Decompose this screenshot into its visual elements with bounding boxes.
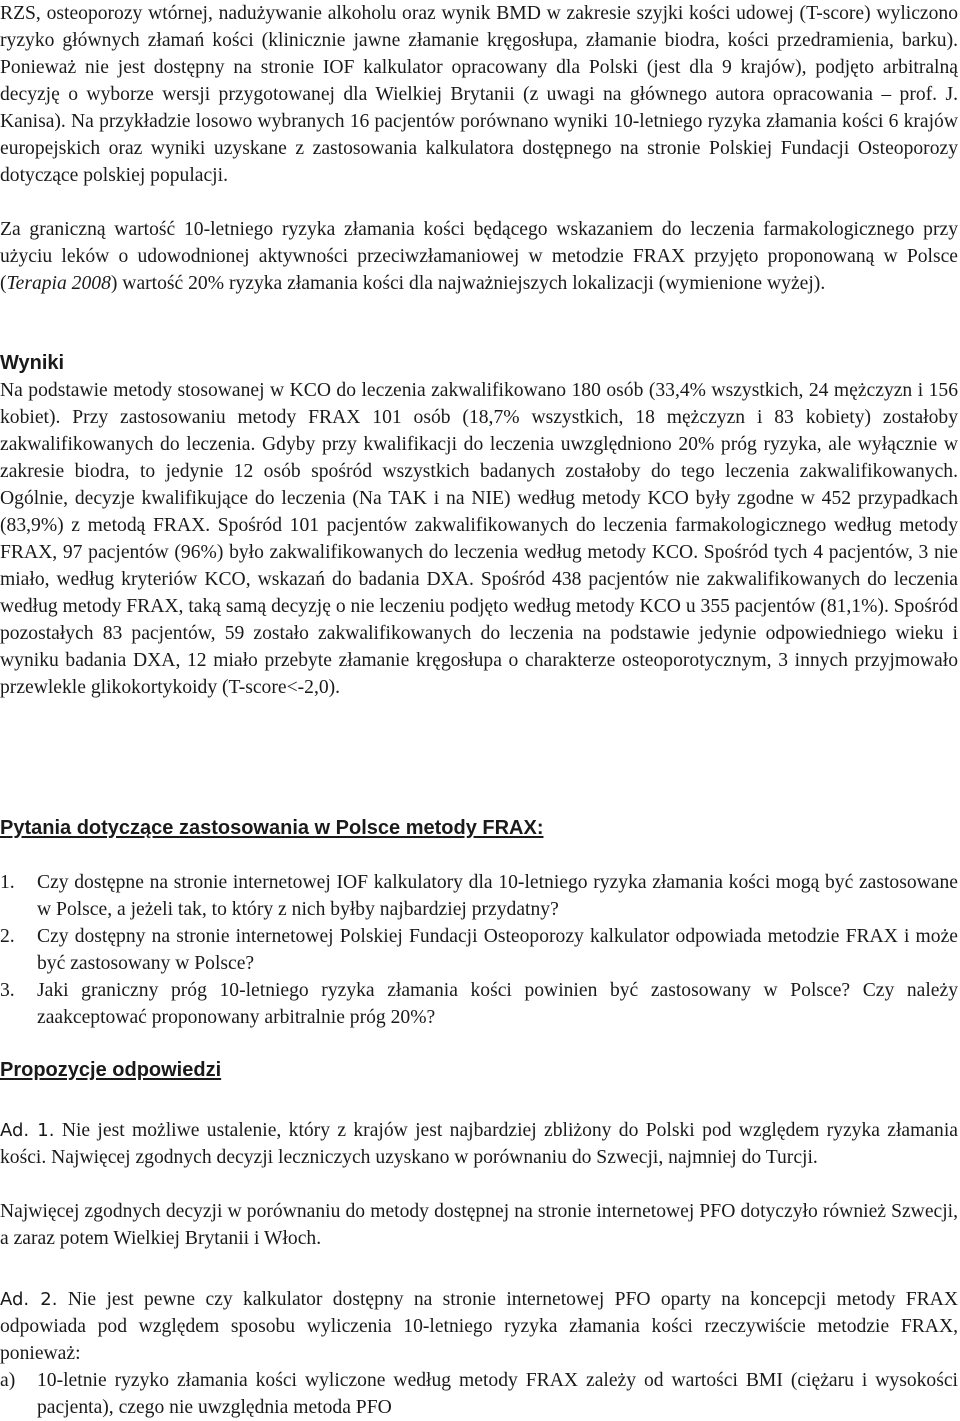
question-number-3: 3. (0, 980, 15, 1001)
paragraph-methods-text: RZS, osteoporozy wtórnej, nadużywanie alkoholu oraz wynik BMD w zakresie szyjki kości udowej (T-score) wyliczono ryzyko głównych złamań kości (klinicznie jawne złamanie kręgosłupa, złamanie biodra, kości przedramienia, barku). Ponieważ nie jest dostępny na stronie IOF kalkulator opracowany dla Polski (jest dla 9 krajów), podjęto arbitralną decyzję o wyborze wersji przygotowanej dla Wielkiej Brytanii (z uwagi na głównego autora opracowania – prof. J. Kanisa). Na przykładzie losowo wybranych 16 pacjentów porównano wyniki 10-letniego ryzyka złamania kości 6 krajów europejskich oraz wyniki uzyskane z zastosowania kalkulatora dostępnego na stronie Polskiej Fundacji Osteoporozy dotyczące polskiej populacji. (0, 3, 958, 186)
answer-ad2-text: Nie jest pewne czy kalkulator dostępny na stronie internetowej PFO oparty na koncepcji metody FRAX odpowiada pod względem sposobu wyliczenia 10-letniego ryzyka złamania kości rzeczywiście metodzie FRAX, ponieważ: (0, 1289, 958, 1364)
citation-terapia-2008: Terapia 2008 (6, 273, 111, 294)
answers-heading: Propozycje odpowiedzi (0, 1059, 222, 1081)
question-item-1 (0, 869, 958, 923)
question-item-3 (0, 977, 958, 1031)
question-text-2: Czy dostępny na stronie internetowej Polskiej Fundacji Osteoporozy kalkulator odpowiada metodzie FRAX i może być zastosowany w Polsce? (37, 926, 958, 974)
answer-ad1-text-2: Najwięcej zgodnych decyzji w porównaniu do metody dostępnej na stronie internetowej PFO dotyczyło również Szwecji, a zaraz potem Wielkiej Brytanii i Włoch. (0, 1201, 958, 1249)
paragraph-threshold (0, 216, 958, 297)
question-text-1: Czy dostępne na stronie internetowej IOF kalkulatory dla 10-letniego ryzyka złamania kości mogą być zastosowane w Polsce, a jeżeli tak, to który z nich byłby najbardziej przydatny? (37, 872, 958, 920)
questions-heading: Pytania dotyczące zastosowania w Polsce metody FRAX: (0, 817, 544, 839)
answer-ad2-label: Ad. 2. (0, 1289, 58, 1310)
paragraph-methods (0, 0, 958, 189)
answer-ad1-text: Nie jest możliwe ustalenie, który z krajów jest najbardziej zbliżony do Polski pod względem ryzyka złamania kości. Najwięcej zgodnych decyzji leczniczych uzyskano w porównaniu do Szwecji, najmniej do Turcji. (0, 1120, 958, 1168)
results-heading: Wyniki (0, 352, 65, 374)
answer-ad1-paragraph-2 (0, 1198, 958, 1252)
answer-ad2-item-a-marker: a) (0, 1370, 16, 1391)
answer-ad2-item-a (0, 1367, 958, 1421)
answer-ad1-paragraph (0, 1117, 958, 1171)
paragraph-results-text: Na podstawie metody stosowanej w KCO do leczenia zakwalifikowano 180 osób (33,4% wszystkich, 24 mężczyzn i 156 kobiet). Przy zastosowaniu metody FRAX 101 osób (18,7% wszystkich, 18 mężczyzn i 83 kobiety) zostałoby zakwalifikowanych do leczenia. Gdyby przy kwalifikacji do leczenia uwzględniono 20% próg ryzyka, ale wyłącznie w zakresie biodra, to jedynie 12 osób spośród wszystkich badanych zostałoby do tego leczenia zakwalifikowanych. Ogólnie, decyzje kwalifikujące do leczenia (Na TAK i na NIE) według metody KCO były zgodne w 452 przypadkach (83,9%) z metodą FRAX. Spośród 101 pacjentów zakwalifikowanych do leczenia farmakologicznego według metody FRAX, 97 pacjentów (96%) było zakwalifikowanych do leczenia według metody KCO. Spośród tych 4 pacjentów, 3 nie miało, według kryteriów KCO, wskazań do badania DXA. Spośród 438 pacjentów nie zakwalifikowanych do leczenia według metody FRAX, taką samą decyzję o nie leczeniu podjęto według metody KCO u 355 pacjentów (81,1%). Spośród pozostałych 83 pacjentów, 59 zostało zakwalifikowanych do leczenia na podstawie jedynie odpowiedniego wieku i wyniku badania DXA, 12 miało przebyte złamanie kręgosłupa o charakterze osteoporotycznym, 3 innych przyjmowało przewlekle glikokortykoidy (T-score<-2,0). (0, 380, 958, 698)
answer-ad2-paragraph (0, 1286, 958, 1367)
question-number-1: 1. (0, 872, 15, 893)
question-text-3: Jaki graniczny próg 10-letniego ryzyka złamania kości powinien być zastosowany w Polsce? Czy należy zaakceptować proponowany arbitralnie próg 20%? (37, 980, 958, 1028)
paragraph-results (0, 377, 958, 701)
question-item-2 (0, 923, 958, 977)
question-number-2: 2. (0, 926, 15, 947)
paragraph-threshold-text-end: ) wartość 20% ryzyka złamania kości dla najważniejszych lokalizacji (wymienione wyżej). (110, 273, 826, 294)
answer-ad2-item-a-text: 10-letnie ryzyko złamania kości wyliczone według metody FRAX zależy od wartości BMI (ciężaru i wysokości pacjenta), czego nie uwzględnia metoda PFO (37, 1370, 958, 1418)
paragraph-threshold-text-start: Za graniczną wartość 10-letniego ryzyka złamania kości będącego wskazaniem do leczenia farmakologicznego przy użyciu leków o udowodnionej aktywności przeciwzłamaniowej w metodzie FRAX przyjęto proponowaną w Polsce ( (0, 219, 958, 294)
answer-ad1-label: Ad. 1. (0, 1120, 55, 1141)
